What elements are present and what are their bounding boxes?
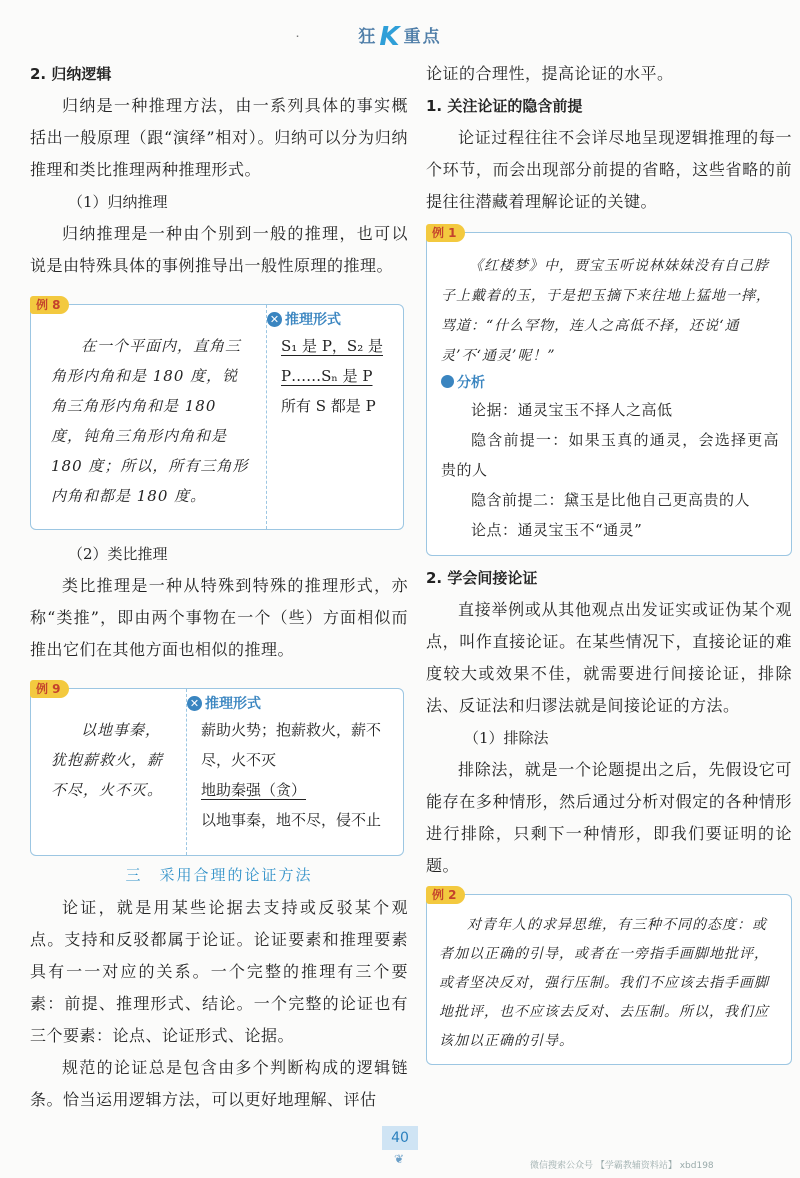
reasoning-form-title: ✕ 推理形式 <box>281 309 395 331</box>
header-text-1: 狂 <box>358 27 378 47</box>
example-2-tag: 例 2 <box>426 886 465 904</box>
analysis-line: 隐含前提一：如果玉真的通灵，会选择更高贵的人 <box>441 431 779 479</box>
subheading-elimination: （1）排除法 <box>464 729 549 747</box>
page-header: · 狂K 重点 <box>296 22 442 52</box>
left-column <box>30 58 408 1116</box>
form-line-2: P……Sₙ 是 P <box>281 367 373 385</box>
example-8-tag: 例 8 <box>30 296 69 314</box>
paragraph: 直接举例或从其他观点出发证实或证伪某个观点，叫作直接论证。在某些情况下，直接论证的难度较大或效果不佳，就需要进行间接论证，排除法、反证法和归谬法就是间接论证的方法。 <box>426 600 792 715</box>
paragraph: 论证的合理性，提高论证的水平。 <box>426 64 674 83</box>
header-text-2: 重点 <box>403 27 442 47</box>
section-3-title: 三 采用合理的论证方法 <box>125 866 313 884</box>
form-line-3: 以地事秦，地不尽，侵不止 <box>201 811 382 829</box>
cross-icon: ✕ <box>187 696 202 711</box>
analysis-icon <box>441 375 454 388</box>
paragraph: 论证过程往往不会详尽地呈现逻辑推理的每一个环节，而会出现部分前提的省略，这些省略的前提往往潜藏着理解论证的关键。 <box>426 128 792 211</box>
reasoning-form-title: ✕ 推理形式 <box>201 693 395 715</box>
example-8-box <box>30 298 404 530</box>
analysis-title: 分析 <box>441 371 779 395</box>
example-9-tag: 例 9 <box>30 680 69 698</box>
example-8-text: 在一个平面内，直角三角形内角和是 180 度，锐角三角形内角和是 180 度，钝角三角形内角和是 180 度；所以，所有三角形内角和都是 180 度。 <box>51 337 249 505</box>
example-1-text: 《红楼梦》中，贾宝玉听说林妹妹没有自己脖子上戴着的玉，于是把玉摘下来往地上猛地一摔，骂道：“什么罕物，连人之高低不择，还说‘通灵’不‘通灵’呢！” <box>441 258 771 364</box>
paragraph: 论证，就是用某些论据去支持或反驳某个观点。支持和反驳都属于论证。论证要素和推理要素具有一一对应的关系。一个完整的推理有三个要素：前提、推理形式、结论。一个完整的论证也有三个要素：论点、论证形式、论据。 <box>30 898 408 1045</box>
example-2-box <box>426 888 792 1065</box>
section-indirect-argument-title: 2. 学会间接论证 <box>426 569 538 587</box>
analysis-line: 隐含前提二：黛玉是比他自己更高贵的人 <box>471 491 751 509</box>
cross-icon: ✕ <box>267 312 282 327</box>
analysis-line: 论据：通灵宝玉不择人之高低 <box>471 401 673 419</box>
page-number: 40 <box>382 1126 418 1150</box>
analysis-line: 论点：通灵宝玉不“通灵” <box>471 521 643 539</box>
leaf-icon: ❦ <box>394 1152 405 1166</box>
section-implicit-premise-title: 1. 关注论证的隐含前提 <box>426 97 583 115</box>
header-k-logo: K <box>379 22 402 52</box>
section-inductive-logic-title: 2. 归纳逻辑 <box>30 65 112 83</box>
right-column <box>426 58 792 1065</box>
watermark: 微信搜索公众号 【学霸教辅资料站】 xbd198 <box>530 1161 714 1171</box>
form-line-3: 所有 S 都是 P <box>281 397 376 415</box>
example-9-text: 以地事秦，犹抱薪救火，薪不尽，火不灭。 <box>51 721 164 799</box>
example-9-box <box>30 682 404 856</box>
example-1-box <box>426 226 792 556</box>
paragraph: 类比推理是一种从特殊到特殊的推理形式，亦称“类推”，即由两个事物在一个（些）方面相似而推出它们在其他方面也相似的推理。 <box>30 576 408 659</box>
example-2-text: 对青年人的求异思维，有三种不同的态度：或者加以正确的引导，或者在一旁指手画脚地批评，或者坚决反对，强行压制。我们不应该去指手画脚地批评，也不应该去反对、去压制。所以，我们应该加以正确的引导。 <box>439 917 769 1049</box>
form-line-1: S₁ 是 P，S₂ 是 <box>281 337 383 355</box>
paragraph: 归纳是一种推理方法，由一系列具体的事实概括出一般原理（跟“演绎”相对）。归纳可以分为归纳推理和类比推理两种推理形式。 <box>30 96 408 179</box>
paragraph: 归纳推理是一种由个别到一般的推理，也可以说是由特殊具体的事例推导出一般性原理的推理。 <box>30 224 408 275</box>
paragraph: 排除法，就是一个论题提出之后，先假设它可能存在多种情形，然后通过分析对假定的各种情形进行排除，只剩下一种情形，即我们要证明的论题。 <box>426 760 792 875</box>
example-1-tag: 例 1 <box>426 224 465 242</box>
form-line-1: 薪助火势；抱薪救火，薪不尽，火不灭 <box>201 721 382 769</box>
subheading-analogical-reasoning: （2）类比推理 <box>68 545 168 563</box>
subheading-inductive-reasoning: （1）归纳推理 <box>68 193 168 211</box>
form-line-2: 地助秦强（贪） <box>201 781 307 799</box>
paragraph: 规范的论证总是包含由多个判断构成的逻辑链条。恰当运用逻辑方法，可以更好地理解、评估 <box>30 1058 408 1109</box>
